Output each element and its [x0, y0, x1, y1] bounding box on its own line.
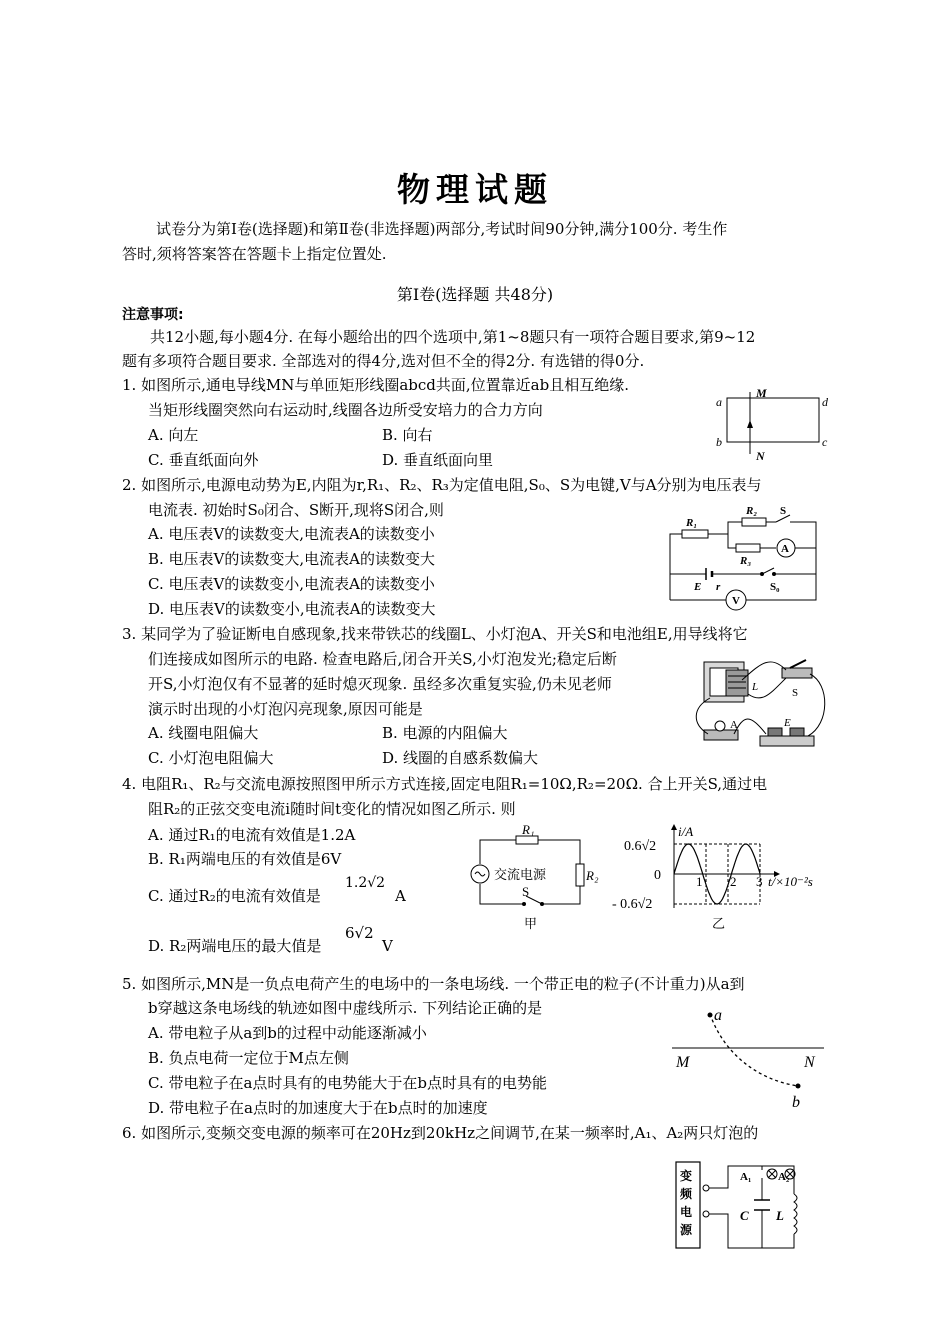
q4-yi-yzero: 0 [654, 868, 661, 883]
q2-fig-s0: S₀ [770, 581, 780, 593]
q1-fig-n: N [756, 449, 765, 463]
q5-fig-n: N [804, 1054, 815, 1071]
q2-stem-1: 2. 如图所示,电源电动势为E,内阻为r,R₁、R₂、R₃为定值电阻,S₀、S为电键,V与A分别为电压表与 [122, 476, 762, 494]
q2-fig-v: V [732, 595, 740, 607]
q1-figure [712, 384, 832, 464]
q1-stem-1: 1. 如图所示,通电导线MN与单匝矩形线圈abcd共面,位置靠近ab且相互绝缘. [122, 376, 629, 394]
q2-fig-s: S [780, 505, 787, 517]
q4-jia-s: S [522, 884, 530, 899]
q3-option-a: A. 线圈电阻偏大 [148, 724, 259, 742]
q4-yi-x3: 3 [756, 874, 763, 889]
q6-src-1: 变 [680, 1169, 693, 1183]
q3-stem-4: 演示时出现的小灯泡闪亮现象,原因可能是 [148, 700, 423, 718]
q1-fig-m: M [756, 386, 767, 400]
q4-jia-source: 交流电源 [494, 867, 547, 882]
q5-fig-a: a [714, 1007, 722, 1024]
q1-fig-a: a [716, 395, 722, 409]
q2-figure [666, 504, 826, 616]
q1-option-a: A. 向左 [148, 426, 199, 444]
q3-figure [690, 654, 830, 754]
q3-stem-2: 们连接成如图所示的电路. 检查电路后,闭合开关S,小灯泡发光;稳定后断 [148, 650, 617, 668]
q4-yi-caption: 乙 [712, 916, 726, 931]
q1-stem-2: 当矩形线圈突然向右运动时,线圈各边所受安培力的合力方向 [148, 401, 543, 419]
q3-fig-e: E [784, 717, 791, 729]
q6-fig-c: C [740, 1208, 749, 1223]
notice-line-1: 共12小题,每小题4分. 在每小题给出的四个选项中,第1~8题只有一项符合题目要求,第9~12 [150, 328, 756, 346]
q2-fig-e: E [694, 581, 702, 593]
q1-option-b: B. 向右 [382, 426, 433, 444]
q6-src-3: 电 [680, 1205, 693, 1219]
q4-option-a: A. 通过R₁的电流有效值是1.2A [148, 826, 356, 844]
q4-yi-x2: 2 [730, 874, 737, 889]
q3-fig-s: S [792, 687, 799, 699]
q5-option-c: C. 带电粒子在a点时具有的电势能大于在b点时具有的电势能 [148, 1074, 548, 1092]
q4-yi-ytop: 0.6√2 [624, 839, 657, 854]
intro-line-2: 答时,须将答案答在答题卡上指定位置处. [122, 245, 387, 263]
q4-yi-x1: 1 [696, 874, 703, 889]
q2-option-a: A. 电压表V的读数变大,电流表A的读数变小 [148, 525, 435, 543]
q2-option-c: C. 电压表V的读数变小,电流表A的读数变小 [148, 575, 435, 593]
q3-option-c: C. 小灯泡电阻偏大 [148, 749, 274, 767]
q6-src-2: 频 [680, 1187, 693, 1201]
q5-option-d: D. 带电粒子在a点时的加速度大于在b点时的加速度 [148, 1099, 488, 1117]
q4-yi-xlabel: t/×10⁻²s [768, 874, 813, 889]
q5-stem-1: 5. 如图所示,MN是一负点电荷产生的电场中的一条电场线. 一个带正电的粒子(不计重力)从a到 [122, 975, 745, 993]
q6-fig-a2: A₂ [778, 1171, 790, 1183]
q3-stem-1: 3. 某同学为了验证断电自感现象,找来带铁芯的线圈L、小灯泡A、开关S和电池组E,用导线将它 [122, 625, 748, 643]
q4-yi-ybot: - 0.6√2 [612, 897, 653, 912]
q5-stem-2: b穿越这条电场线的轨迹如图中虚线所示. 下列结论正确的是 [148, 999, 543, 1017]
q6-src-4: 源 [680, 1223, 693, 1237]
q5-fig-b: b [792, 1094, 800, 1111]
q1-fig-b: b [716, 435, 722, 449]
q3-stem-3: 开S,小灯泡仅有不显著的延时熄灭现象. 虽经多次重复实验,仍未见老师 [148, 675, 612, 693]
q4-option-b: B. R₁两端电压的有效值是6V [148, 850, 342, 868]
q4-stem-2: 阻R₂的正弦交变电流i随时间t变化的情况如图乙所示. 则 [148, 800, 516, 818]
q4-figure-yi [612, 822, 830, 934]
q6-fig-l: L [776, 1208, 784, 1223]
q4-option-c: C. 通过R₂的电流有效值是 [148, 887, 321, 905]
q4-stem-1: 4. 电阻R₁、R₂与交流电源按照图甲所示方式连接,固定电阻R₁=10Ω,R₂=20Ω. 合上开关S,通过电 [122, 775, 768, 793]
q3-option-d: D. 线圈的自感系数偏大 [382, 749, 539, 767]
q3-fig-a: A [730, 719, 738, 731]
q1-option-d: D. 垂直纸面向里 [382, 451, 494, 469]
q1-fig-d: d [822, 395, 828, 409]
q2-option-b: B. 电压表V的读数变大,电流表A的读数变大 [148, 550, 435, 568]
q5-figure [668, 1004, 828, 1114]
notice-line-2: 题有多项符合题目要求. 全部选对的得4分,选对但不全的得2分. 有选错的得0分. [122, 352, 645, 370]
q1-fig-c: c [822, 435, 828, 449]
q4-yi-ylabel: i/A [678, 824, 694, 839]
q2-fig-r3: R₃ [740, 555, 752, 567]
q4-jia-r1: R₁ [522, 822, 535, 837]
q4-jia-r2: R₂ [586, 868, 599, 883]
q4-option-d-value: 6√2 [345, 924, 374, 942]
q2-stem-2: 电流表. 初始时S₀闭合、S断开,现将S闭合,则 [148, 501, 444, 519]
q4-option-d: D. R₂两端电压的最大值是 [148, 937, 322, 955]
q2-fig-a: A [781, 543, 789, 555]
section-title: 第Ⅰ卷(选择题 共48分) [396, 285, 554, 304]
q6-stem-1: 6. 如图所示,变频交变电源的频率可在20Hz到20kHz之间调节,在某一频率时,A₁、A₂两只灯泡的 [122, 1124, 759, 1142]
intro-line-1: 试卷分为第Ⅰ卷(选择题)和第Ⅱ卷(非选择题)两部分,考试时间90分钟,满分100分. 考生作 [156, 220, 728, 238]
q4-option-d-unit: V [382, 937, 393, 955]
q5-option-b: B. 负点电荷一定位于M点左侧 [148, 1049, 349, 1067]
q2-fig-r1: R₁ [686, 517, 698, 529]
q6-figure [672, 1158, 812, 1254]
q6-fig-a1: A₁ [740, 1171, 752, 1183]
q2-option-d: D. 电压表V的读数变小,电流表A的读数变大 [148, 600, 436, 618]
q4-jia-caption: 甲 [524, 916, 538, 931]
q5-fig-m: M [676, 1054, 690, 1071]
q3-option-b: B. 电源的内阻偏大 [382, 724, 508, 742]
page-title: 物理试题 [397, 170, 553, 209]
q3-fig-l: L [752, 681, 759, 693]
q1-option-c: C. 垂直纸面向外 [148, 451, 259, 469]
q4-option-c-unit: A [395, 887, 406, 905]
q2-fig-r: r [716, 581, 721, 593]
q2-fig-r2: R₂ [746, 505, 758, 517]
q5-option-a: A. 带电粒子从a到b的过程中动能逐渐减小 [148, 1024, 427, 1042]
notice-heading: 注意事项: [122, 307, 184, 323]
q4-option-c-value: 1.2√2 [345, 875, 386, 891]
q4-figure-jia [466, 824, 616, 934]
